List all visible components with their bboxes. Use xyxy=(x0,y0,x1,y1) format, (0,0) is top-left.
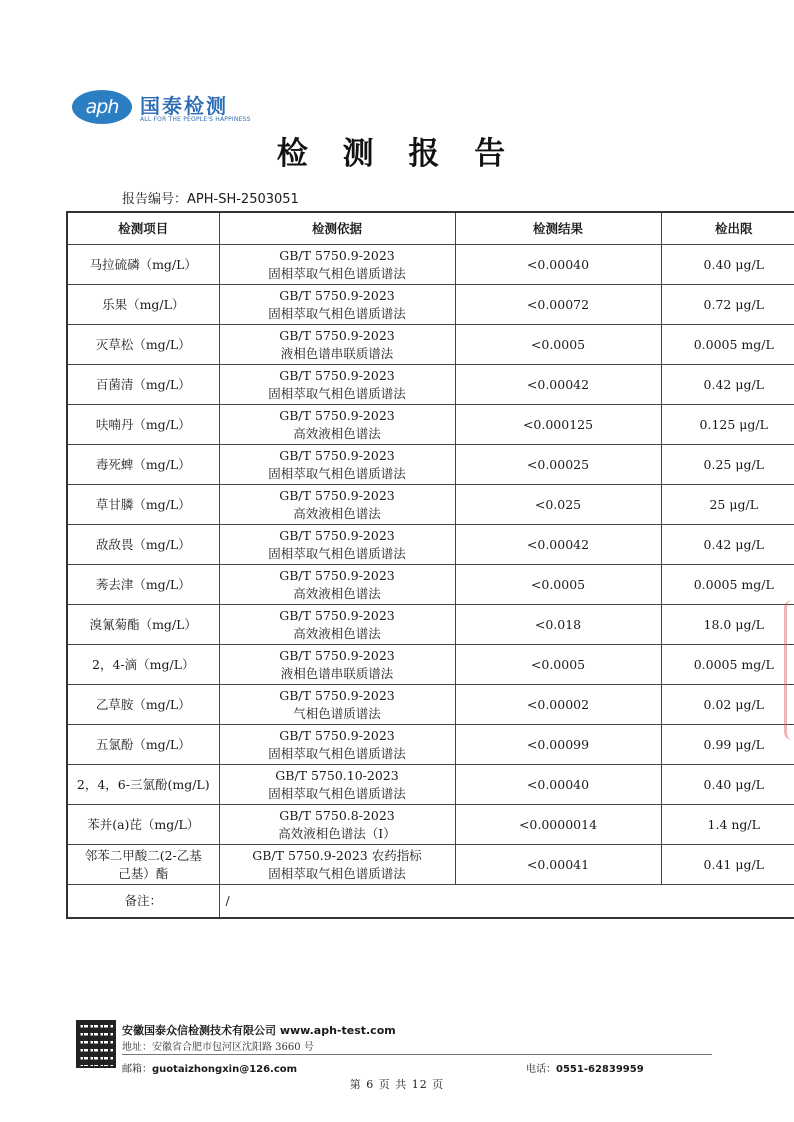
basis-cell xyxy=(219,365,455,405)
limit-cell xyxy=(661,365,794,405)
limit-cell xyxy=(661,565,794,605)
basis-cell xyxy=(219,725,455,765)
logo-name: 国泰检测 xyxy=(140,94,228,118)
basis-cell xyxy=(219,645,455,685)
result-cell xyxy=(455,245,661,285)
item-cell-text: 莠去津（mg/L） xyxy=(95,576,191,592)
result-cell-text: <0.00042 xyxy=(526,536,590,552)
limit-cell-text: 0.40 μg/L xyxy=(703,776,764,792)
basis-cell xyxy=(219,285,455,325)
basis-cell-text: 固相萃取气相色谱质谱法 xyxy=(268,785,406,801)
table-row xyxy=(67,485,794,525)
results-table xyxy=(66,211,794,919)
result-cell-text: <0.00025 xyxy=(526,456,590,472)
basis-cell-text: GB/T 5750.9-2023 xyxy=(279,567,395,583)
limit-cell xyxy=(661,605,794,645)
table-row xyxy=(67,405,794,445)
result-cell-text: <0.0000014 xyxy=(518,816,598,832)
limit-cell xyxy=(661,725,794,765)
limit-cell xyxy=(661,525,794,565)
result-cell-text: <0.0005 xyxy=(530,576,586,592)
basis-cell-text: GB/T 5750.9-2023 xyxy=(279,487,395,503)
item-cell xyxy=(67,565,219,605)
seal-stamp-edge xyxy=(784,600,794,740)
limit-cell-text: 0.40 μg/L xyxy=(703,256,764,272)
basis-cell-text: GB/T 5750.9-2023 xyxy=(279,607,395,623)
item-cell xyxy=(67,725,219,765)
item-cell-text: 百菌清（mg/L） xyxy=(95,376,191,392)
remarks-row xyxy=(67,885,794,919)
result-cell-text: <0.00041 xyxy=(526,856,590,872)
limit-cell xyxy=(661,485,794,525)
item-cell xyxy=(67,485,219,525)
basis-cell-text: 液相色谱串联质谱法 xyxy=(280,345,394,361)
basis-cell-text: GB/T 5750.9-2023 xyxy=(279,247,395,263)
result-cell xyxy=(455,805,661,845)
logo-mark: aph xyxy=(72,90,132,124)
basis-cell-text: 固相萃取气相色谱质谱法 xyxy=(268,385,406,401)
result-cell-text: <0.0005 xyxy=(530,336,586,352)
report-number-value: APH-SH-2503051 xyxy=(187,192,299,207)
basis-cell-text: GB/T 5750.9-2023 xyxy=(279,327,395,343)
result-cell xyxy=(455,605,661,645)
limit-cell xyxy=(661,845,794,885)
limit-cell xyxy=(661,685,794,725)
result-cell-text: <0.00002 xyxy=(526,696,590,712)
basis-cell xyxy=(219,845,455,885)
result-cell-text: <0.00040 xyxy=(526,256,590,272)
result-cell-text: <0.0005 xyxy=(530,656,586,672)
report-number-label: 报告编号： xyxy=(122,192,188,207)
report-number xyxy=(122,188,299,207)
qr-code-icon xyxy=(76,1020,116,1068)
limit-cell-text: 0.42 μg/L xyxy=(703,536,764,552)
limit-cell-text: 0.25 μg/L xyxy=(703,456,764,472)
item-cell xyxy=(67,805,219,845)
result-cell xyxy=(455,405,661,445)
basis-cell xyxy=(219,685,455,725)
basis-cell xyxy=(219,445,455,485)
result-cell xyxy=(455,285,661,325)
company-logo xyxy=(72,90,272,130)
limit-cell xyxy=(661,285,794,325)
table-row xyxy=(67,565,794,605)
item-cell-text: 敌敌畏（mg/L） xyxy=(95,536,191,552)
basis-cell-text: GB/T 5750.9-2023 xyxy=(279,287,395,303)
footer-company: 安徽国泰众信检测技术有限公司 www.aph-test.com xyxy=(122,1024,396,1037)
result-cell xyxy=(455,525,661,565)
result-cell-text: <0.00099 xyxy=(526,736,590,752)
page-title: 检 测 报 告 xyxy=(276,136,518,172)
result-cell xyxy=(455,565,661,605)
item-cell-text: 邻苯二甲酸二(2-乙基 xyxy=(84,847,202,863)
table-row xyxy=(67,725,794,765)
table-body xyxy=(67,245,794,919)
item-cell xyxy=(67,845,219,885)
result-cell-text: <0.025 xyxy=(534,496,582,512)
basis-cell-text: 高效液相色谱法 xyxy=(293,425,381,441)
basis-cell xyxy=(219,605,455,645)
item-cell-text: 2，4，6-三氯酚(mg/L) xyxy=(76,776,210,792)
page-number: 第 6 页 共 12 页 xyxy=(349,1078,445,1091)
result-cell-text: <0.018 xyxy=(534,616,582,632)
limit-cell-text: 0.0005 mg/L xyxy=(693,656,774,672)
limit-cell xyxy=(661,805,794,845)
item-cell-text: 乙草胺（mg/L） xyxy=(95,696,191,712)
limit-cell-text: 0.0005 mg/L xyxy=(693,576,774,592)
item-cell-text: 毒死蜱（mg/L） xyxy=(95,456,191,472)
basis-cell-text: GB/T 5750.9-2023 xyxy=(279,727,395,743)
footer-email xyxy=(122,1060,297,1075)
result-cell xyxy=(455,645,661,685)
limit-cell-text: 0.42 μg/L xyxy=(703,376,764,392)
remarks-value: / xyxy=(219,885,794,919)
basis-cell-text: 气相色谱质谱法 xyxy=(293,705,381,721)
header-basis: 检测依据 xyxy=(219,212,455,245)
limit-cell xyxy=(661,645,794,685)
result-cell xyxy=(455,445,661,485)
item-cell xyxy=(67,285,219,325)
limit-cell-text: 1.4 ng/L xyxy=(707,816,760,832)
table-row xyxy=(67,605,794,645)
item-cell xyxy=(67,765,219,805)
item-cell xyxy=(67,645,219,685)
basis-cell-text: GB/T 5750.9-2023 xyxy=(279,687,395,703)
table-row xyxy=(67,285,794,325)
limit-cell xyxy=(661,245,794,285)
basis-cell-text: 固相萃取气相色谱质谱法 xyxy=(268,265,406,281)
basis-cell-text: 高效液相色谱法 xyxy=(293,585,381,601)
item-cell-text: 马拉硫磷（mg/L） xyxy=(89,256,197,272)
basis-cell-text: 高效液相色谱法 xyxy=(293,505,381,521)
basis-cell-text: GB/T 5750.9-2023 农药指标 xyxy=(252,847,422,863)
remarks-label: 备注： xyxy=(67,885,219,919)
table-row xyxy=(67,325,794,365)
table-row xyxy=(67,845,794,885)
header-item: 检测项目 xyxy=(67,212,219,245)
result-cell-text: <0.000125 xyxy=(522,416,594,432)
item-cell-text: 呋喃丹（mg/L） xyxy=(95,416,191,432)
table-row xyxy=(67,645,794,685)
item-cell-text: 灭草松（mg/L） xyxy=(95,336,191,352)
item-cell-text: 2，4-滴（mg/L） xyxy=(92,656,195,672)
limit-cell xyxy=(661,765,794,805)
result-cell xyxy=(455,325,661,365)
limit-cell-text: 0.41 μg/L xyxy=(703,856,764,872)
table-row xyxy=(67,525,794,565)
basis-cell-text: 固相萃取气相色谱质谱法 xyxy=(268,465,406,481)
item-cell xyxy=(67,325,219,365)
item-cell-text: 溴氰菊酯（mg/L） xyxy=(89,616,197,632)
basis-cell xyxy=(219,565,455,605)
result-cell xyxy=(455,485,661,525)
item-cell xyxy=(67,605,219,645)
basis-cell xyxy=(219,485,455,525)
basis-cell xyxy=(219,765,455,805)
header-result: 检测结果 xyxy=(455,212,661,245)
basis-cell xyxy=(219,525,455,565)
basis-cell-text: GB/T 5750.9-2023 xyxy=(279,407,395,423)
result-cell xyxy=(455,685,661,725)
limit-cell xyxy=(661,325,794,365)
phone-value: 0551-62839959 xyxy=(556,1064,644,1075)
header-limit: 检出限 xyxy=(661,212,794,245)
limit-cell-text: 0.02 μg/L xyxy=(703,696,764,712)
basis-cell xyxy=(219,405,455,445)
footer-address: 地址：安徽省合肥市包河区沈阳路 3660 号 xyxy=(122,1042,314,1053)
table-header-row xyxy=(67,212,794,245)
limit-cell xyxy=(661,445,794,485)
basis-cell-text: 固相萃取气相色谱质谱法 xyxy=(268,545,406,561)
item-cell xyxy=(67,445,219,485)
limit-cell xyxy=(661,405,794,445)
item-cell-text: 草甘膦（mg/L） xyxy=(95,496,191,512)
footer-divider xyxy=(122,1054,712,1055)
table-row xyxy=(67,765,794,805)
basis-cell-text: 高效液相色谱法 xyxy=(293,625,381,641)
limit-cell-text: 0.0005 mg/L xyxy=(693,336,774,352)
result-cell-text: <0.00040 xyxy=(526,776,590,792)
basis-cell-text: GB/T 5750.8-2023 xyxy=(279,807,395,823)
basis-cell-text: GB/T 5750.9-2023 xyxy=(279,447,395,463)
basis-cell-text: 固相萃取气相色谱质谱法 xyxy=(268,745,406,761)
table-row xyxy=(67,685,794,725)
phone-label: 电话： xyxy=(526,1064,556,1075)
result-cell-text: <0.00042 xyxy=(526,376,590,392)
basis-cell-text: GB/T 5750.9-2023 xyxy=(279,367,395,383)
basis-cell-text: GB/T 5750.9-2023 xyxy=(279,527,395,543)
result-cell xyxy=(455,365,661,405)
item-cell-text: 五氯酚（mg/L） xyxy=(95,736,191,752)
result-cell xyxy=(455,765,661,805)
item-cell xyxy=(67,405,219,445)
logo-slogan: ALL FOR THE PEOPLE'S HAPPINESS xyxy=(140,116,251,123)
limit-cell-text: 0.125 μg/L xyxy=(699,416,768,432)
basis-cell xyxy=(219,325,455,365)
email-value: guotaizhongxin@126.com xyxy=(152,1064,298,1075)
basis-cell-text: GB/T 5750.10-2023 xyxy=(275,767,399,783)
result-cell xyxy=(455,725,661,765)
limit-cell-text: 0.99 μg/L xyxy=(703,736,764,752)
limit-cell-text: 0.72 μg/L xyxy=(703,296,764,312)
limit-cell-text: 18.0 μg/L xyxy=(703,616,764,632)
table-row xyxy=(67,365,794,405)
basis-cell-text: GB/T 5750.9-2023 xyxy=(279,647,395,663)
item-cell xyxy=(67,365,219,405)
item-cell xyxy=(67,685,219,725)
item-cell-text: 己基）酯 xyxy=(118,865,169,881)
table-row xyxy=(67,445,794,485)
result-cell xyxy=(455,845,661,885)
item-cell xyxy=(67,245,219,285)
email-label: 邮箱： xyxy=(122,1064,152,1075)
item-cell xyxy=(67,525,219,565)
basis-cell xyxy=(219,245,455,285)
footer-phone xyxy=(526,1060,644,1075)
limit-cell-text: 25 μg/L xyxy=(709,496,759,512)
table-row xyxy=(67,245,794,285)
result-cell-text: <0.00072 xyxy=(526,296,590,312)
basis-cell xyxy=(219,805,455,845)
footer xyxy=(76,1020,716,1080)
basis-cell-text: 固相萃取气相色谱质谱法 xyxy=(268,305,406,321)
basis-cell-text: 液相色谱串联质谱法 xyxy=(280,665,394,681)
basis-cell-text: 固相萃取气相色谱质谱法 xyxy=(268,865,406,881)
item-cell-text: 乐果（mg/L） xyxy=(102,296,185,312)
item-cell-text: 苯并(a)芘（mg/L） xyxy=(87,816,200,832)
table-row xyxy=(67,805,794,845)
basis-cell-text: 高效液相色谱法（I） xyxy=(278,825,396,841)
